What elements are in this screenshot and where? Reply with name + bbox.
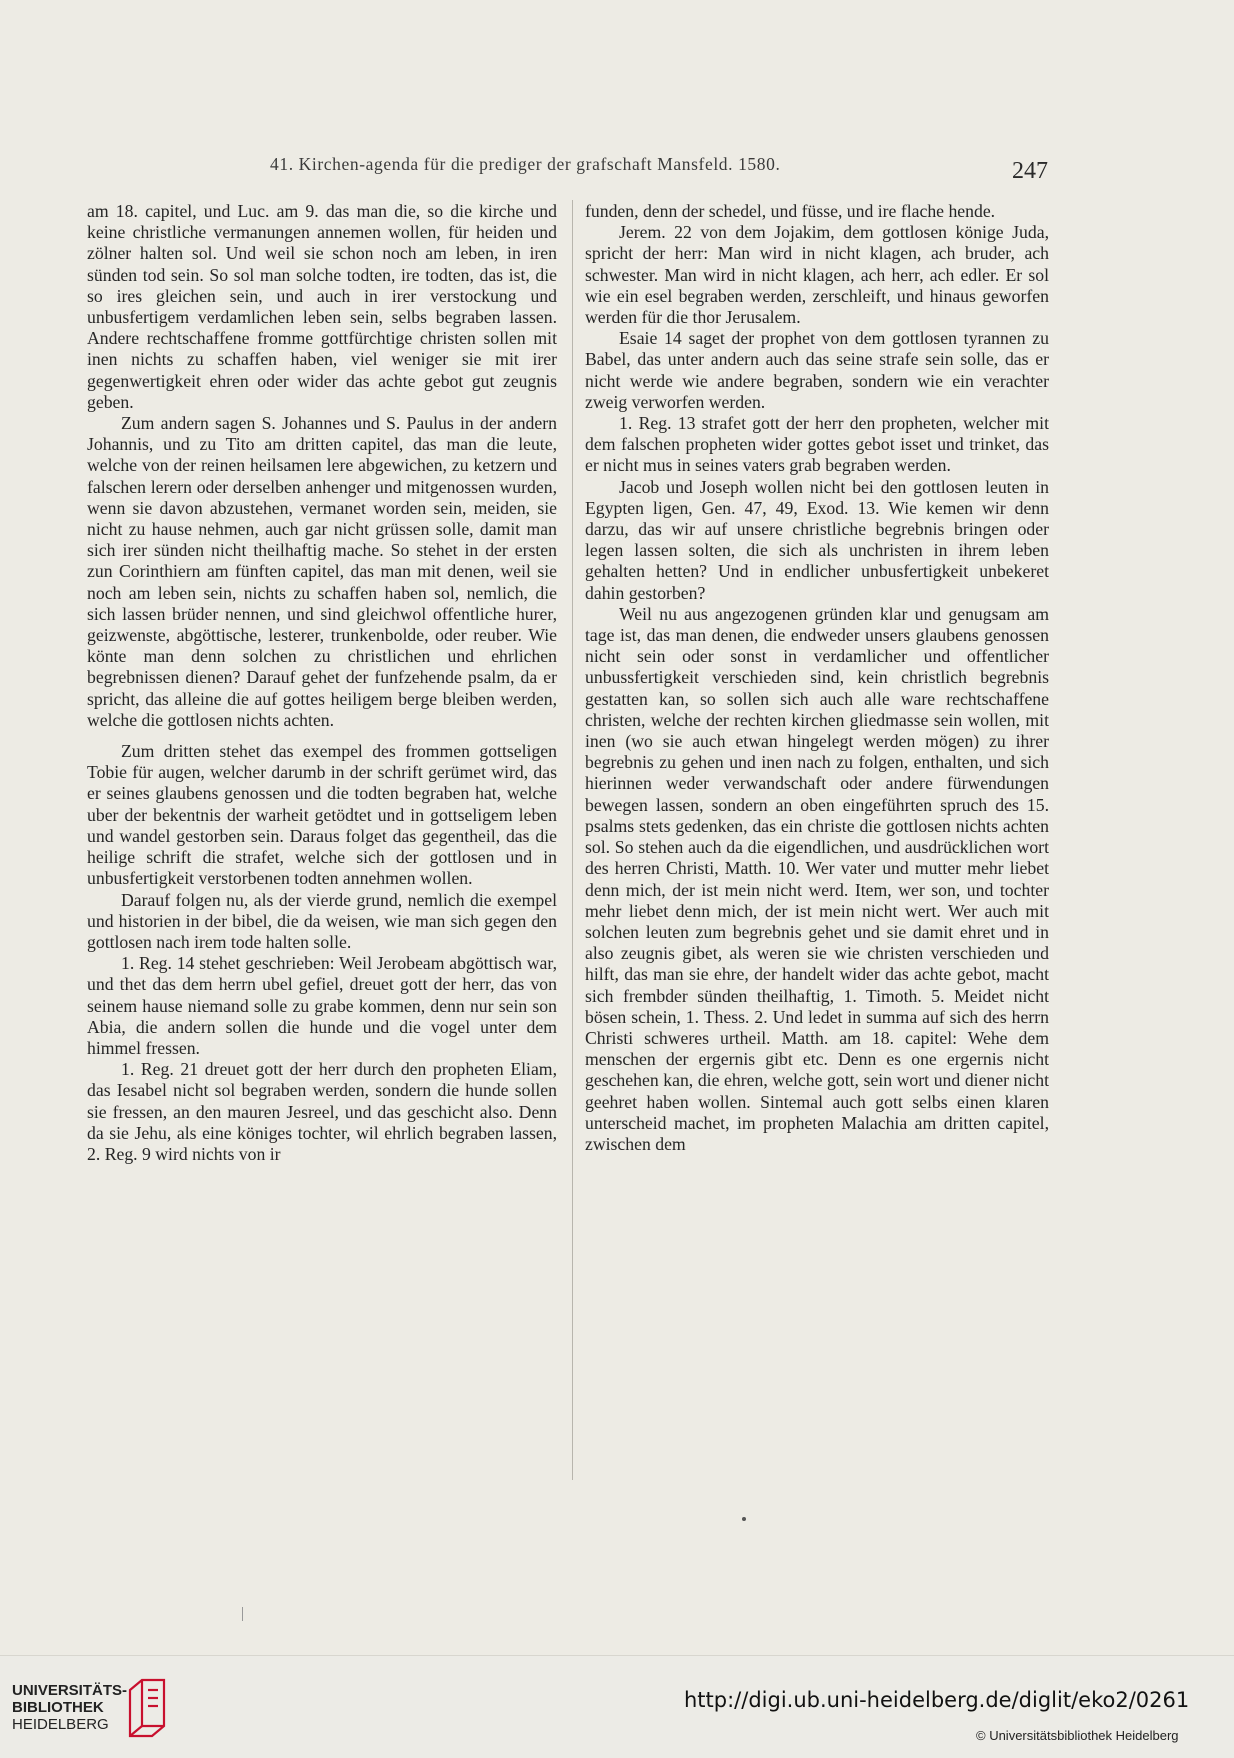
permalink-url[interactable]: http://digi.ub.uni-heidelberg.de/diglit/eko2/0261 xyxy=(684,1688,1190,1712)
running-title: 41. Kirchen-agenda für die prediger der grafschaft Mansfeld. 1580. xyxy=(270,154,781,174)
right-text-column xyxy=(585,201,1049,1155)
page-number: 247 xyxy=(1012,158,1048,184)
library-name-line: BIBLIOTHEK xyxy=(12,1699,104,1716)
page-header xyxy=(0,148,1234,188)
paragraph: 1. Reg. 13 strafet gott der herr den propheten, welcher mit dem falschen propheten wider gottes gebot isset und trinket, das er nicht mus in seines vaters grab begraben werden. xyxy=(585,413,1049,476)
paragraph: Esaie 14 saget der prophet von dem gottlosen tyrannen zu Babel, das unter andern auch das seine strafe sein solle, das er nicht werde wie andere begraben, sondern wie ein verachter zweig verworfen werden. xyxy=(585,328,1049,412)
paragraph: Zum dritten stehet das exempel des frommen gottseligen Tobie für augen, welcher darumb in der schrift gerümet wird, das er seines glaubens genossen und die todten begraben hat, welche uber der bekentnis der warheit getödtet und in gottseligem leben und wandel gestorben sein. Daraus folget das gegentheil, das die heilige schrift die strafet, welche sich der gottlosen und in unbusfertigkeit verstorbenen todten annehmen wollen. xyxy=(87,741,557,889)
paragraph: Zum andern sagen S. Johannes und S. Paulus in der andern Johannis, und zu Tito am dritten capitel, das man die leute, welche von der reinen heilsamen lere abgewichen, zu ketzern und falschen lerern oder derselben anhenger und mitgenossen wurden, wenn sie davon abzustehen, vermanet worden sein, meiden, sie nicht zu hause nehmen, auch gar nicht grüssen solle, damit man sich irer sünden nicht theilhaftig mache. So stehet in der ersten zun Corinthiern am fünften capitel, das man mit denen, weil sie noch am leben sein, nichts zu schaffen haben sol, nemlich, die sich lassen brüder nennen, und sind gleichwol offentliche hurer, geizwenste, abgöttische, lesterer, trunkenbolde, oder reuber. Wie könte man denn solchen zu christlichen und ehrlichen begrebnissen dienen? Darauf gehet der funfzehende psalm, da er spricht, das alleine die auf gottes heiligem berge bleiben werden, welche die gottlosen nichts achten. xyxy=(87,413,557,730)
paragraph: funden, denn der schedel, und füsse, und ire flache hende. xyxy=(585,201,996,221)
paragraph: Weil nu aus angezogenen gründen klar und genugsam am tage ist, das man denen, die endweder unsers glaubens genossen nicht sein oder sonst in verdamlicher und offentlicher unbussfertigkeit verschieden sind, kein christlich begrebnis gestatten kan, so sollen sich auch alle ware rechtschaffene christen, welche der rechten kirchen gliedmasse sein wollen, mit inen (wo sie auch etwan hingelegt werden mögen) zu ihrer begrebnis zu gehen und inen nach zu folgen, enthalten, und sich hierinnen weder verwandschaft oder andere fürwendungen bewegen lassen, sondern an oben eingeführten spruch des 15. psalms stets gedenken, das ein christe die gottlosen nichts achten sol. So stehen auch da die eigendlichen, und ausdrücklichen wort des herren Christi, Matth. 10. Wer vater und mutter mehr liebet denn mich, der ist mein nicht werd. Item, wer son, und tochter mehr liebet denn mich, der ist mein nicht wert. Wer auch mit solchen leuten zum begrebnis gehet und sie damit ehret und in also zeugnis gibet, als weren sie wie christen verschieden und hilft, das man sie ehre, der handelt wider das achte gebot, macht sich frembder sünden theilhaftig, 1. Timoth. 5. Meidet nicht bösen schein, 1. Thess. 2. Und ledet in summa auf sich des herrn Christi schweres urtheil. Matth. am 18. capitel: Wehe dem menschen der ergernis gibt etc. Denn es one ergernis nicht geschehen kan, die ehren, welche gott, sein wort und diener nicht geehret haben wollen. Sintemal auch gott selbs einen klaren unterscheid machet, im propheten Malachia am dritten capitel, zwischen dem xyxy=(585,603,1049,1154)
library-logo-icon xyxy=(124,1676,170,1738)
paragraph: 1. Reg. 21 dreuet gott der herr durch den propheten Eliam, das Iesabel nicht sol begraben werden, sondern die hunde sollen sie fressen, an den mauren Jesreel, und das geschicht also. Denn da sie Jehu, als eine königes tochter, wil ehrlich begraben lassen, 2. Reg. 9 wird nichts von ir xyxy=(87,1059,557,1164)
print-mark xyxy=(242,1607,243,1621)
library-logo-text xyxy=(12,1682,127,1733)
left-text-column xyxy=(87,201,557,1165)
library-name-line: UNIVERSITÄTS- xyxy=(12,1682,128,1699)
copyright-notice: © Universitätsbibliothek Heidelberg xyxy=(976,1728,1179,1743)
paragraph: Jacob und Joseph wollen nicht bei den gottlosen leuten in Egypten ligen, Gen. 47, 49, Exod. 13. Wie kemen wir denn darzu, das wir auf unsere christliche begrebnis bringen oder legen lassen solten, die sich als unchristen in ihrem leben gehalten hetten? Und in endlicher unbusfertigkeit unbekeret dahin gestorben? xyxy=(585,476,1049,603)
print-mark xyxy=(742,1517,746,1521)
paragraph: Jerem. 22 von dem Jojakim, dem gottlosen könige Juda, spricht der herr: Man wird in nicht klagen, ach bruder, ach schwester. Man wird in nicht klagen, ach herr, ach edler. Er sol wie ein esel begraben werden, zerschleift, und hinaus geworfen werden für die thor Jerusalem. xyxy=(585,222,1049,328)
paragraph: 1. Reg. 14 stehet geschrieben: Weil Jerobeam abgöttisch war, und thet das dem herrn ubel gefiel, dreuet gott der herr, das von seinem hause niemand solle zu grabe kommen, denn nur sein son Abia, die andern sollen die hunde und die vogel unter dem himmel fressen. xyxy=(87,953,557,1058)
footer-bar xyxy=(0,1655,1234,1758)
paragraph: am 18. capitel, und Luc. am 9. das man die, so die kirche und keine christliche vermanungen annemen wollen, für heiden und zölner halten sol. Und weil sie schon noch am leben, in iren sünden tod sein. So sol man solche todten, ire todten, das ist, die so ires gleichen sein, und auch in irer verstockung und unbusfertigem verdamlichen leben sein, selbs begraben lassen. Andere rechtschaffene fromme gottfürchtige christen sollen mit inen nichts zu schaffen haben, viel weniger sie mit irer gegenwertigkeit ehren oder wider das achte gebot gut zeugnis geben. xyxy=(87,201,557,412)
paragraph: Darauf folgen nu, als der vierde grund, nemlich die exempel und historien in der bibel, die da weisen, wie man sich gegen den gottlosen nach irem tode halten solle. xyxy=(87,889,557,952)
column-divider xyxy=(572,200,573,1480)
library-name-line: HEIDELBERG xyxy=(12,1716,109,1733)
